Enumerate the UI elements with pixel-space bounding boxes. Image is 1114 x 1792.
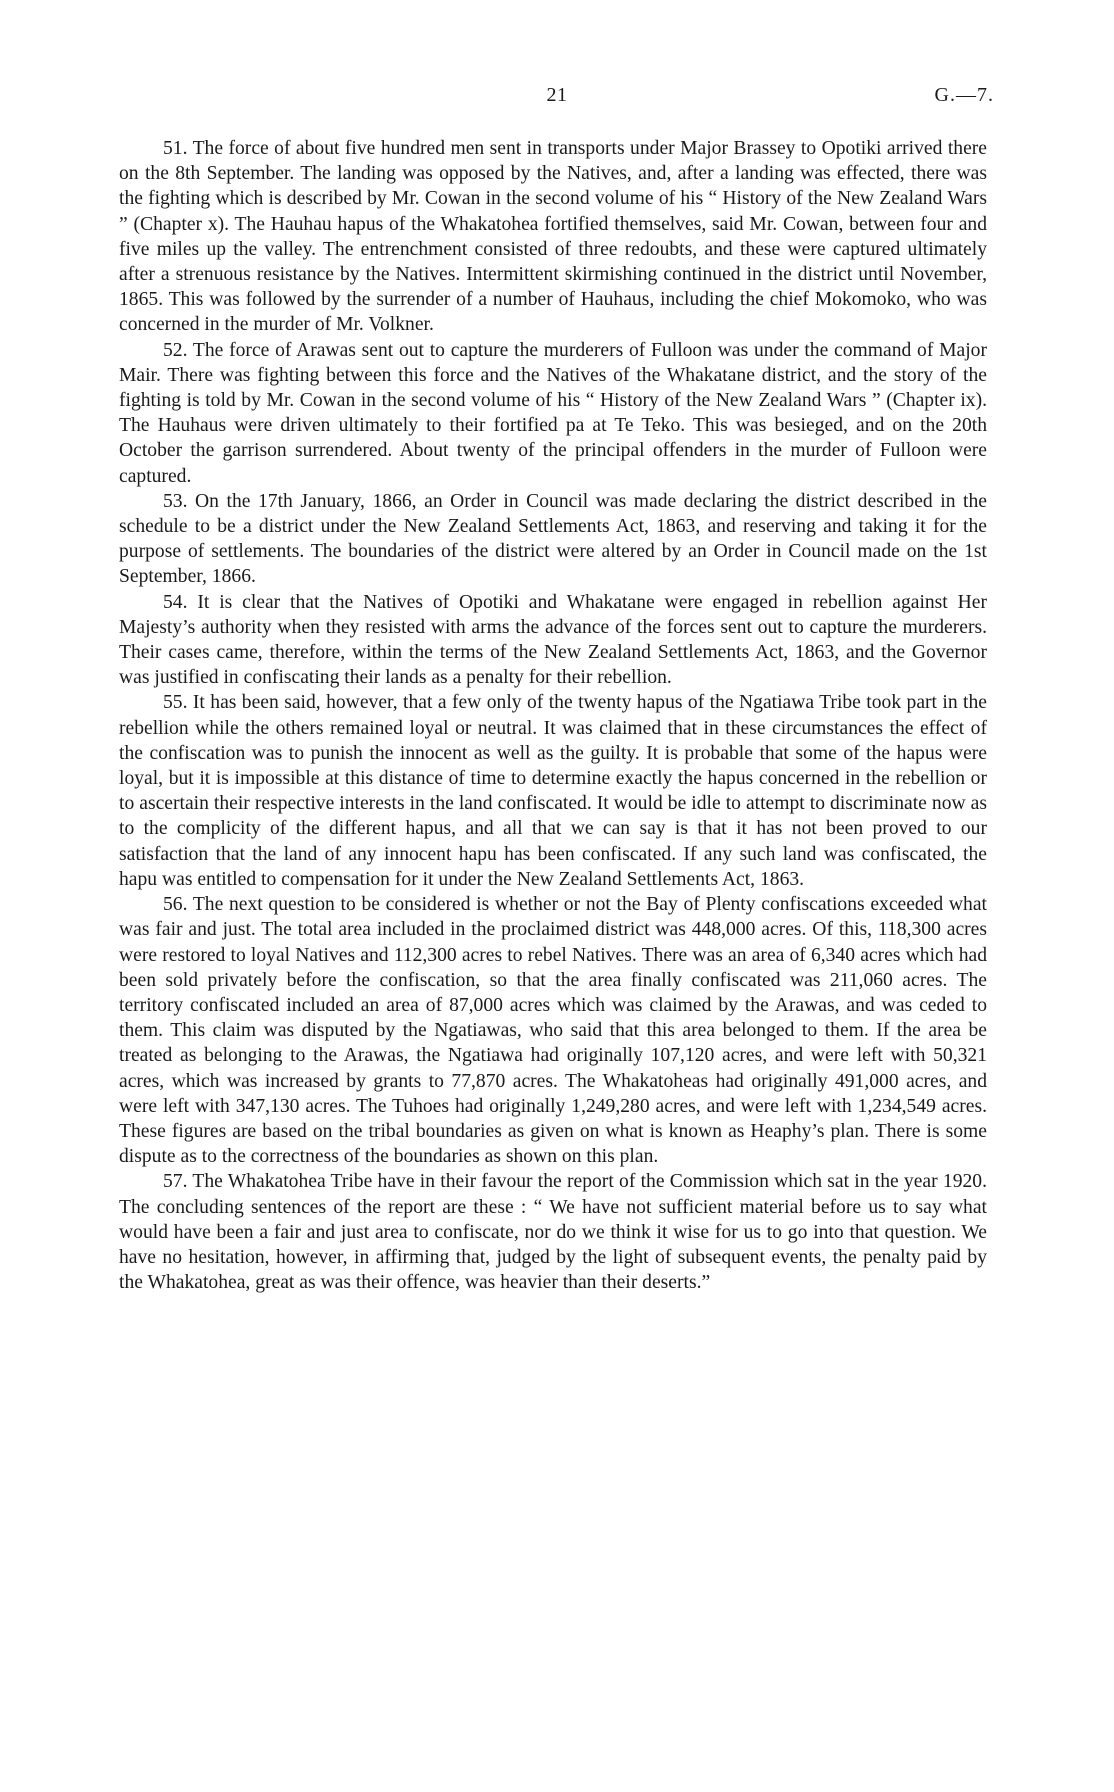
- body-text: [119, 136, 987, 1295]
- paragraph-54: 54. It is clear that the Natives of Opotiki and Whakatane were engaged in rebellion against Her Majesty’s authority when they resisted with arms the advance of the forces sent out to capture the murderers. Their cases came, therefore, within the terms of the New Zealand Settlements Act, 1863, and the Governor was justified in confiscating their lands as a penalty for their rebellion.: [119, 591, 987, 689]
- paragraph-53: 53. On the 17th January, 1866, an Order in Council was made declaring the district described in the schedule to be a district under the New Zealand Settlements Act, 1863, and reserving and taking it for the purpose of settlements. The boundaries of the district were altered by an Order in Council made on the 1st September, 1866.: [119, 490, 987, 588]
- paragraph-52: 52. The force of Arawas sent out to capture the murderers of Fulloon was under the command of Major Mair. There was fighting between this force and the Natives of the Whakatane district, and the story of the fighting is told by Mr. Cowan in the second volume of his “ History of the New Zealand Wars ” (Chapter ix). The Hauhaus were driven ultimately to their fortified pa at Te Teko. This was besieged, and on the 20th October the garrison surrendered. About twenty of the principal offenders in the murder of Fulloon were captured.: [119, 339, 987, 487]
- paragraph-57: 57. The Whakatohea Tribe have in their favour the report of the Commission which sat in the year 1920. The concluding sentences of the report are these : “ We have not sufficient material before us to say what would have been a fair and just area to confiscate, nor do we think it wise for us to go into that question. We have no hesitation, however, in affirming that, judged by the light of subsequent events, the penalty paid by the Whakatohea, great as was their offence, was heavier than their deserts.”: [119, 1171, 987, 1294]
- document-reference: G.—7.: [934, 84, 994, 106]
- paragraph-55: 55. It has been said, however, that a few only of the twenty hapus of the Ngatiawa Tribe took part in the rebellion while the others remained loyal or neutral. It was claimed that in these circumstances the effect of the confiscation was to punish the innocent as well as the guilty. It is probable that some of the hapus were loyal, but it is impossible at this distance of time to determine exactly the hapus concerned in the rebellion or to ascertain their respective interests in the land confiscated. It would be idle to attempt to discriminate now as to the complicity of the different hapus, and all that we can say is that it has not been proved to our satisfaction that the land of any innocent hapu has been confiscated. If any such land was confiscated, the hapu was entitled to compensation for it under the New Zealand Settlements Act, 1863.: [119, 692, 987, 890]
- paragraph-56: 56. The next question to be considered is whether or not the Bay of Plenty confiscations exceeded what was fair and just. The total area included in the proclaimed district was 448,000 acres. Of this, 118,300 acres were restored to loyal Natives and 112,300 acres to rebel Natives. There was an area of 6,340 acres which had been sold privately before the confiscation, so that the area finally confiscated was 211,060 acres. The territory confiscated included an area of 87,000 acres which was claimed by the Arawas, and was ceded to them. This claim was disputed by the Ngatiawas, who said that this area belonged to them. If the area be treated as belonging to the Arawas, the Ngatiawa had originally 107,120 acres, and were left with 50,321 acres, which was increased by grants to 77,870 acres. The Whakatoheas had originally 491,000 acres, and were left with 347,130 acres. The Tuhoes had originally 1,249,280 acres, and were left with 1,234,549 acres. These figures are based on the tribal boundaries as given on what is known as Heaphy’s plan. There is some dispute as to the correctness of the boundaries as shown on this plan.: [119, 894, 987, 1168]
- paragraph-51: 51. The force of about five hundred men sent in transports under Major Brassey to Opotiki arrived there on the 8th September. The landing was opposed by the Natives, and, after a landing was effected, there was the fighting which is described by Mr. Cowan in the second volume of his “ History of the New Zealand Wars ” (Chapter x). The Hauhau hapus of the Whakatohea fortified themselves, said Mr. Cowan, between four and five miles up the valley. The entrenchment consisted of three redoubts, and these were captured ultimately after a strenuous resistance by the Natives. Intermittent skirmishing continued in the district until November, 1865. This was followed by the surrender of a number of Hauhaus, including the chief Mokomoko, who was concerned in the murder of Mr. Volkner.: [119, 138, 987, 336]
- page-header: [120, 84, 994, 114]
- page-number: 21: [546, 84, 568, 106]
